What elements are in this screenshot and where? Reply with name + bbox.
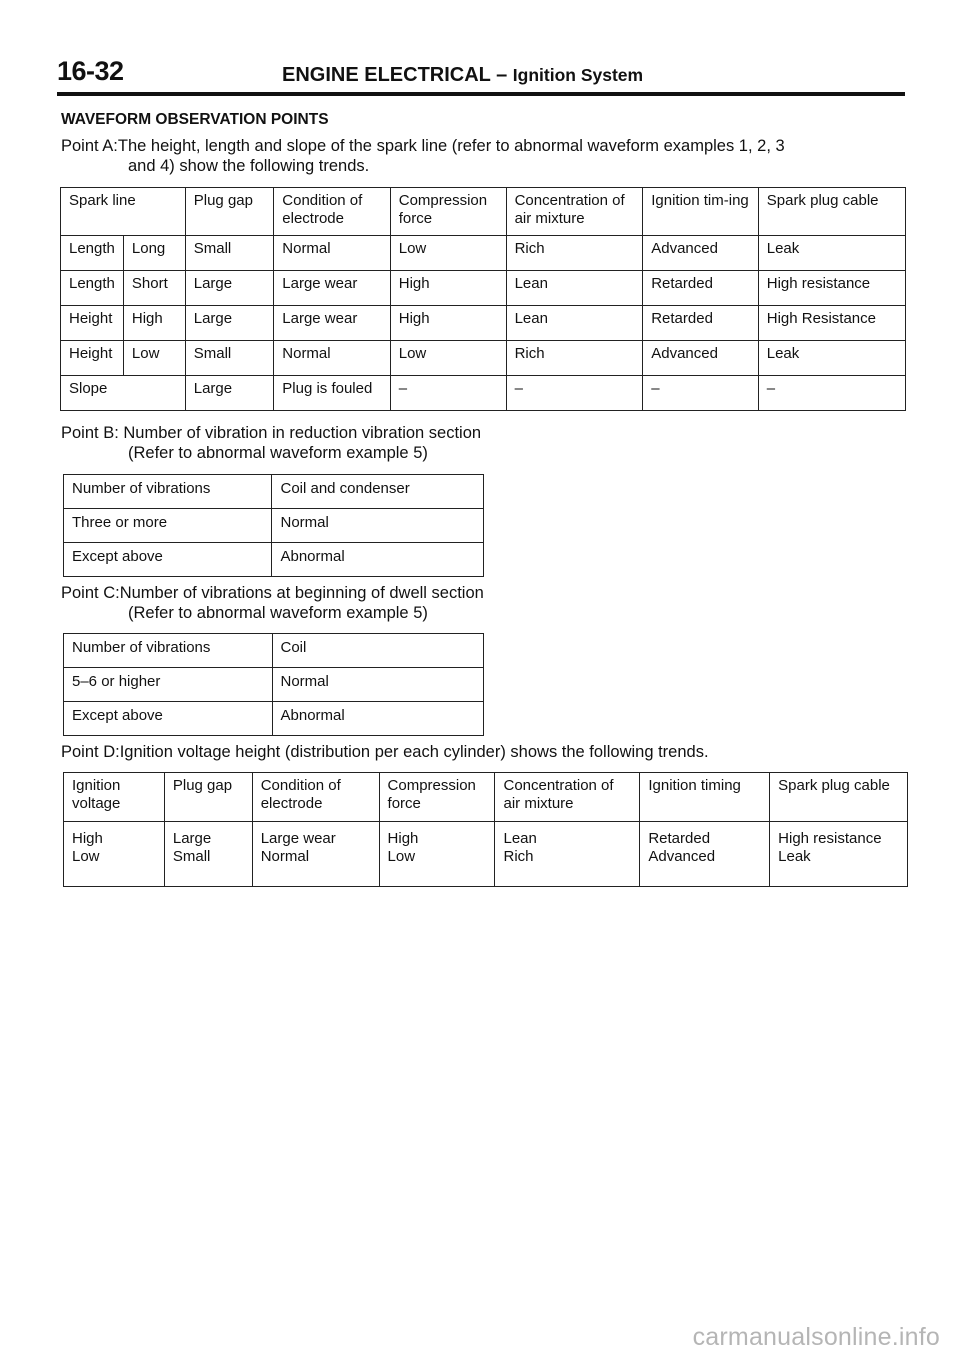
header-cell: Condition of electrode	[274, 188, 390, 236]
table-cell: Low	[390, 236, 506, 271]
table-cell: Retarded	[643, 306, 759, 341]
table-cell: Low	[123, 341, 185, 376]
point-b-line2: (Refer to abnormal waveform example 5)	[128, 444, 428, 462]
table-cell: Short	[123, 271, 185, 306]
table-cell: Abnormal	[272, 702, 484, 736]
point-c-label: Point C:	[61, 584, 120, 602]
table-row	[64, 702, 484, 736]
table-cell	[252, 822, 379, 887]
table-cell: –	[506, 376, 643, 411]
table-header-row	[64, 475, 484, 509]
table-cell: Large wear	[274, 271, 390, 306]
header-cell: Ignition tim-ing	[643, 188, 759, 236]
title-separator: –	[496, 64, 508, 86]
table-row	[61, 341, 906, 376]
table-cell: 5–6 or higher	[64, 668, 273, 702]
header-cell: Number of vibrations	[64, 475, 272, 509]
table-cell: Retarded	[643, 271, 759, 306]
table-header-row	[64, 634, 484, 668]
table-row	[61, 271, 906, 306]
table-cell: –	[643, 376, 759, 411]
point-a-text	[61, 136, 785, 176]
table-row	[64, 543, 484, 577]
table-cell: Advanced	[643, 236, 759, 271]
table-cell: Normal	[274, 341, 390, 376]
header-cell: Ignition voltage	[64, 773, 165, 822]
point-c-line2: (Refer to abnormal waveform example 5)	[128, 604, 428, 622]
cell-line: High	[387, 830, 419, 847]
table-cell: Normal	[274, 236, 390, 271]
header-cell: Spark plug cable	[758, 188, 905, 236]
table-header-row	[64, 773, 908, 822]
section-heading: WAVEFORM OBSERVATION POINTS	[61, 111, 329, 128]
table-cell: Except above	[64, 543, 272, 577]
subsection-name: Ignition System	[512, 65, 644, 85]
table-cell: Low	[390, 341, 506, 376]
header-rule	[57, 92, 905, 96]
table-cell: High resistance	[758, 271, 905, 306]
table-header-row	[61, 188, 906, 236]
header-cell: Plug gap	[164, 773, 252, 822]
table-cell: Long	[123, 236, 185, 271]
point-d-table	[63, 772, 908, 887]
table-cell: Lean	[506, 306, 643, 341]
header-cell: Compression force	[390, 188, 506, 236]
table-cell: High	[390, 306, 506, 341]
table-cell: Length	[61, 236, 124, 271]
table-cell: Large	[185, 376, 274, 411]
table-cell: Length	[61, 271, 124, 306]
table-cell: Large	[185, 271, 274, 306]
table-row	[64, 509, 484, 543]
cell-line: Large wear	[260, 830, 336, 847]
table-row	[61, 236, 906, 271]
table-cell: Large	[185, 306, 274, 341]
point-b-label: Point B:	[61, 424, 119, 442]
table-cell	[640, 822, 770, 887]
cell-line: Low	[387, 848, 416, 865]
header-cell: Spark plug cable	[770, 773, 908, 822]
table-cell: Rich	[506, 236, 643, 271]
page-number: 16-32	[57, 56, 124, 86]
watermark: carmanualsonline.info	[692, 1323, 940, 1351]
cell-line: Lean	[503, 830, 537, 847]
point-c-text	[61, 583, 484, 623]
table-cell: Small	[185, 341, 274, 376]
table-cell: Height	[61, 306, 124, 341]
point-c-line1: Number of vibrations at beginning of dwell section	[119, 584, 484, 602]
header-cell: Concentration of air mixture	[506, 188, 643, 236]
cell-line: Low	[72, 848, 100, 865]
cell-line: Rich	[503, 848, 534, 865]
table-cell: Normal	[272, 509, 484, 543]
table-row	[64, 668, 484, 702]
table-cell	[770, 822, 908, 887]
header-cell: Coil and condenser	[272, 475, 484, 509]
cell-line: Retarded	[648, 830, 711, 847]
table-cell: Advanced	[643, 341, 759, 376]
table-cell: Slope	[61, 376, 186, 411]
table-cell: Plug is fouled	[274, 376, 390, 411]
header-cell: Plug gap	[185, 188, 274, 236]
point-d-label: Point D:	[61, 743, 120, 761]
point-a-table	[60, 187, 906, 411]
table-cell	[64, 822, 165, 887]
table-cell: High	[123, 306, 185, 341]
point-a-line1: The height, length and slope of the spark line (refer to abnormal waveform examples 1, 2, 3	[117, 137, 785, 155]
point-b-text	[61, 423, 481, 463]
table-cell	[495, 822, 640, 887]
point-c-table	[63, 633, 484, 736]
table-row	[61, 306, 906, 341]
cell-line: High resistance	[778, 830, 882, 847]
table-cell: High	[390, 271, 506, 306]
table-cell: Leak	[758, 341, 905, 376]
header-cell: Compression force	[379, 773, 495, 822]
page-title	[282, 64, 643, 87]
table-cell: Rich	[506, 341, 643, 376]
table-row	[64, 822, 908, 887]
table-cell: Normal	[272, 668, 484, 702]
table-cell: –	[390, 376, 506, 411]
cell-line: Leak	[778, 848, 811, 865]
header-cell: Condition of electrode	[252, 773, 379, 822]
point-b-table	[63, 474, 484, 577]
table-cell	[379, 822, 495, 887]
point-a-line2: and 4) show the following trends.	[128, 157, 370, 175]
table-cell: –	[758, 376, 905, 411]
cell-line: Normal	[260, 848, 310, 865]
point-a-label: Point A:	[61, 137, 118, 155]
point-d-line1: Ignition voltage height (distribution per each cylinder) shows the following trends.	[119, 743, 709, 761]
table-cell	[164, 822, 252, 887]
cell-line: High	[72, 830, 103, 847]
cell-line: Large	[172, 830, 212, 847]
cell-line: Advanced	[648, 848, 716, 865]
table-cell: Leak	[758, 236, 905, 271]
table-cell: Small	[185, 236, 274, 271]
table-row	[61, 376, 906, 411]
header-cell: Concentration of air mixture	[495, 773, 640, 822]
section-name: ENGINE ELECTRICAL	[282, 64, 491, 86]
table-cell: Except above	[64, 702, 273, 736]
header-cell: Ignition timing	[640, 773, 770, 822]
point-b-line1: Number of vibration in reduction vibration section	[123, 424, 482, 442]
cell-line: Small	[172, 848, 211, 865]
table-cell: Three or more	[64, 509, 272, 543]
header-cell: Number of vibrations	[64, 634, 273, 668]
table-cell: Lean	[506, 271, 643, 306]
table-cell: High Resistance	[758, 306, 905, 341]
table-cell: Height	[61, 341, 124, 376]
header-cell: Coil	[272, 634, 484, 668]
point-d-text	[61, 742, 709, 762]
table-cell: Abnormal	[272, 543, 484, 577]
header-cell: Spark line	[61, 188, 186, 236]
table-cell: Large wear	[274, 306, 390, 341]
